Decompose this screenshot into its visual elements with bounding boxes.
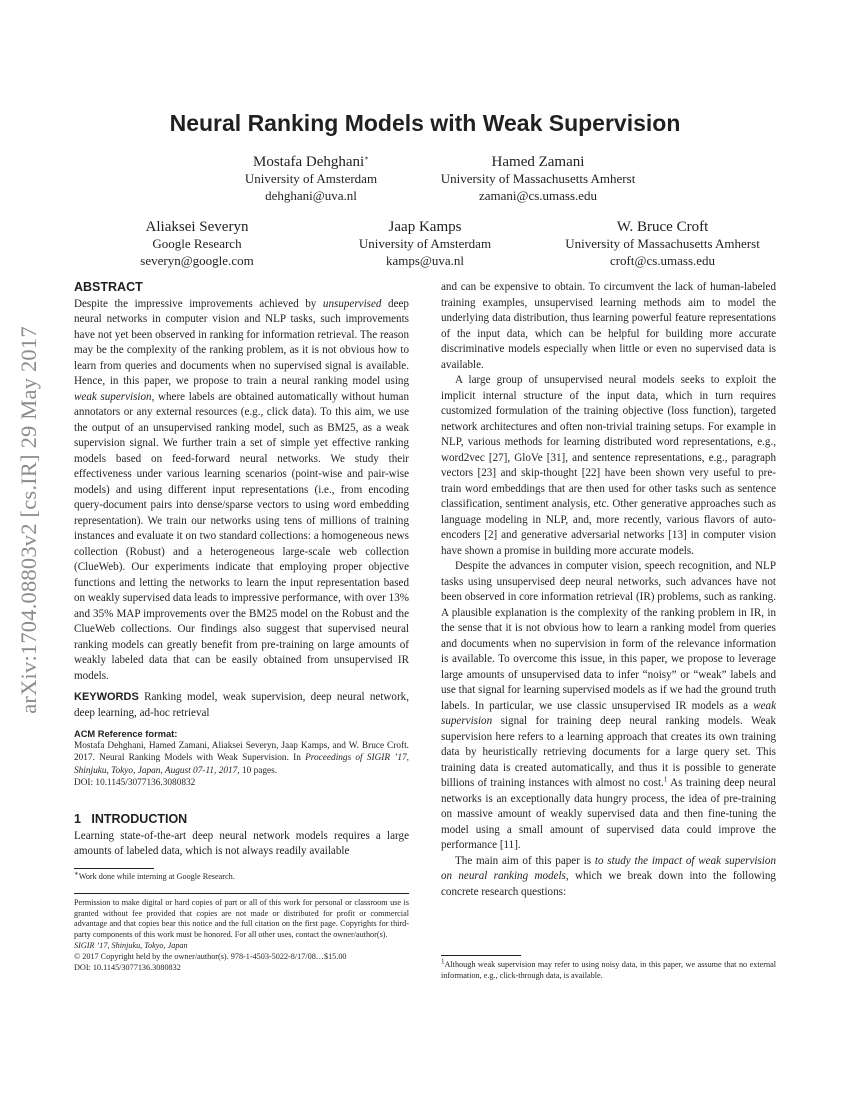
author-block xyxy=(540,218,785,269)
permission-text: Permission to make digital or hard copies of part or all of this work for personal or classroom use is granted without fee provided that copies are not made or distributed for profit or commercial advantage and that copies bear this notice and the full citation on the first page. Copyrights for third-party components of this work must be honored. For all other uses, contact the owner/author(s). xyxy=(74,897,409,940)
right-column xyxy=(441,280,776,900)
right-footer xyxy=(441,955,776,982)
work-footnote xyxy=(74,869,409,883)
abstract-text xyxy=(74,297,409,685)
keywords xyxy=(74,690,409,721)
intro-text-part: As training deep neural networks is an exceptionally data hungry process, the idea of pre-training on massive amount of weakly supervised data and then fine-tuning the model using a small amount of supervised data could improve the performance [11]. xyxy=(441,777,776,851)
author-name: Jaap Kamps xyxy=(388,219,462,235)
permission-rule xyxy=(74,893,409,894)
arxiv-stamp xyxy=(4,290,54,750)
left-column xyxy=(74,280,409,789)
footnote-reference-mark: 1 xyxy=(663,775,668,784)
abstract-text-part: deep neural networks in computer vision and NLP tasks, such improvements have not yet been observed in ranking for information retrieval. The reason may be the complexity of the ranking problem, as it is not obvious how to learn from queries and documents when no supervised signal is available. Hence, in this paper, we propose to train a neural ranking model using xyxy=(74,297,409,387)
acm-reference-label: ACM Reference format: xyxy=(74,729,178,739)
permission-venue: SIGIR ’17, Shinjuku, Tokyo, Japan xyxy=(74,940,188,950)
author-footnote-mark: ∗ xyxy=(364,154,369,162)
author-name-line xyxy=(211,153,411,171)
author-block xyxy=(211,153,411,204)
acm-reference-part: 10 pages. xyxy=(239,765,278,776)
arxiv-stamp-text: arXiv:1704.08803v2 [cs.IR] 29 May 2017 xyxy=(16,326,41,714)
intro-paragraph-start: Learning state-of-the-art deep neural network models requires a large amounts of labeled data, which is not always readily available xyxy=(74,829,409,857)
author-affiliation: University of Massachusetts Amherst xyxy=(440,171,636,186)
footnote-mark: ∗ xyxy=(74,869,79,878)
abstract-emphasis: unsupervised xyxy=(322,297,382,310)
author-affiliation: University of Massachusetts Amherst xyxy=(565,236,760,251)
author-name: W. Bruce Croft xyxy=(616,219,709,235)
introduction-heading xyxy=(74,812,409,828)
author-block xyxy=(117,218,277,269)
introduction-start xyxy=(74,812,409,860)
author-block xyxy=(410,153,666,204)
author-email: kamps@uva.nl xyxy=(385,252,465,268)
intro-text-part: The main aim of this paper is xyxy=(455,854,595,867)
permission-block xyxy=(74,898,409,974)
author-affiliation: University of Amsterdam xyxy=(358,236,492,251)
intro-text-part: signal for training deep neural ranking models. Weak supervision here refers to a learning approach that creates its own training data by heuristically retrieving documents for a large query set. This training data is created automatically, and thus it is possible to generate billions of training instances with almost no cost. xyxy=(441,715,776,789)
intro-paragraph: A large group of unsupervised neural models seeks to exploit the implicit internal structure of the input data, which in turn requires customized formulation of the training objective (loss function), targeted network architectures and often non-trivial training setups. For example in NLP, various methods for learning distributed word representations, e.g., word2vec [27], GloVe [31], and sentence representations, e.g., paragraph vectors [23] and skip-thought [22] have been shown very useful to pre-train word embeddings that are then used for other tasks such as sentence classification, sentiment analysis, etc. Other generative approaches such as language modeling in NLP, and, more recently, various flavors of auto-encoders [2] and generative adversarial networks [13] in computer vision have shown a promise in building more accurate models. xyxy=(441,374,776,557)
abstract-emphasis: weak supervision xyxy=(74,390,152,403)
keywords-label: KEYWORDS xyxy=(74,691,139,703)
footnote-mark: 1 xyxy=(441,957,445,966)
acm-reference-emphasis: Proceedings of SIGIR ’17, Shinjuku, Tokyo, Japan, August 07-11, 2017, xyxy=(74,753,409,776)
author-email: severyn@google.com xyxy=(140,252,254,268)
intro-paragraph xyxy=(441,854,776,901)
author-block xyxy=(330,218,520,269)
abstract-text-part: , where labels are obtained automatically without human annotators or any external resources (e.g., click data). To this aim, we use the output of an unsupervised ranking model, such as BM25, as a weak supervision signal. We further train a set of simple yet effective ranking models based on feed-forward neural networks. We study their effectiveness under various learning scenarios (point-wise and pair-wise models) and using different input representations (i.e., from encoding query-document pairs into dense/sparse vectors to using word embedding representation). We train our networks using tens of millions of training instances and evaluate it on two standard collections: a homogeneous news collection (Robust) and a heterogeneous large-scale web collection (ClueWeb). Our experiments indicate that employing proper objective functions and letting the networks to learn the input representation based on weakly supervised data leads to impressive performance, with over 13% and 35% MAP improvements over the BM25 model on the Robust and the ClueWeb collections. Our findings also suggest that supervised neural ranking models can greatly benefit from pre-training on large amounts of weakly labeled data that can be easily obtained from unsupervised IR models. xyxy=(74,390,409,682)
author-email: croft@cs.umass.edu xyxy=(609,252,716,268)
author-email: zamani@cs.umass.edu xyxy=(478,187,598,203)
footnote-1 xyxy=(441,957,776,982)
author-affiliation: Google Research xyxy=(152,236,242,251)
permission-doi: DOI: 10.1145/3077136.3080832 xyxy=(74,962,181,972)
intro-paragraph xyxy=(441,559,776,854)
acm-reference-doi: DOI: 10.1145/3077136.3080832 xyxy=(74,777,196,788)
intro-paragraph-continued: and can be expensive to obtain. To circumvent the lack of human-labeled training examples, unsupervised learning methods aim to model the underlying data distribution, thus learning powerful feature representations of the input data, which can be helpful for building more accurate discriminative models especially when little or even no supervised data is available. xyxy=(441,281,776,371)
acm-reference-part: Mostafa Dehghani, Hamed Zamani, Aliaksei Severyn, Jaap Kamps, and W. Bruce Croft. 2017. Neural Ranking Models with Weak Supervision. In xyxy=(74,741,409,764)
section-number: 1 xyxy=(74,812,81,826)
intro-text-part: Despite the advances in computer vision, speech recognition, and NLP tasks using unsupervised deep neural networks, such advances have not been observed in core information retrieval (IR) problems, such as ranking. A plausible explanation is the complexity of the ranking problem in IR, in the sense that it is not obvious how to learn a ranking model from queries and documents when no supervision in form of the relevance information is available. To overcome this issue, in this paper, we propose to leverage large amounts of unsupervised data to infer “noisy” or “weak” labels and use that signal for learning supervised models as if we had the ground truth labels. In particular, we use classic unsupervised IR models as a xyxy=(441,560,776,712)
acm-reference-text xyxy=(74,740,409,777)
footnote-rule xyxy=(441,955,521,956)
abstract-heading: ABSTRACT xyxy=(74,280,143,294)
intro-text-part: , which we break down into the following concrete research questions: xyxy=(441,870,776,898)
author-email: dehghani@uva.nl xyxy=(265,187,357,203)
intro-emphasis: to study the impact of weak supervision on neural ranking models xyxy=(441,854,776,882)
abstract-text-part: Despite the impressive improvements achieved by xyxy=(74,297,323,310)
paper-title: Neural Ranking Models with Weak Supervision xyxy=(169,110,681,136)
author-name: Hamed Zamani xyxy=(491,154,585,170)
footnote-text: Work done while interning at Google Research. xyxy=(78,872,235,881)
intro-emphasis: weak supervision xyxy=(441,699,776,727)
left-footer xyxy=(74,868,409,973)
footnote-text: Although weak supervision may refer to using noisy data, in this paper, we assume that no external information, e.g., click-through data, is available. xyxy=(441,960,776,980)
acm-reference xyxy=(74,728,409,789)
footnote-rule xyxy=(74,868,154,869)
author-name: Aliaksei Severyn xyxy=(145,219,249,235)
author-name: Mostafa Dehghani xyxy=(253,154,365,170)
section-title: INTRODUCTION xyxy=(91,812,188,826)
author-affiliation: University of Amsterdam xyxy=(244,171,378,186)
keywords-text: Ranking model, weak supervision, deep neural network, deep learning, ad-hoc retrieval xyxy=(74,691,409,719)
permission-copyright: © 2017 Copyright held by the owner/author(s). 978-1-4503-5022-8/17/08…$15.00 xyxy=(74,951,347,961)
